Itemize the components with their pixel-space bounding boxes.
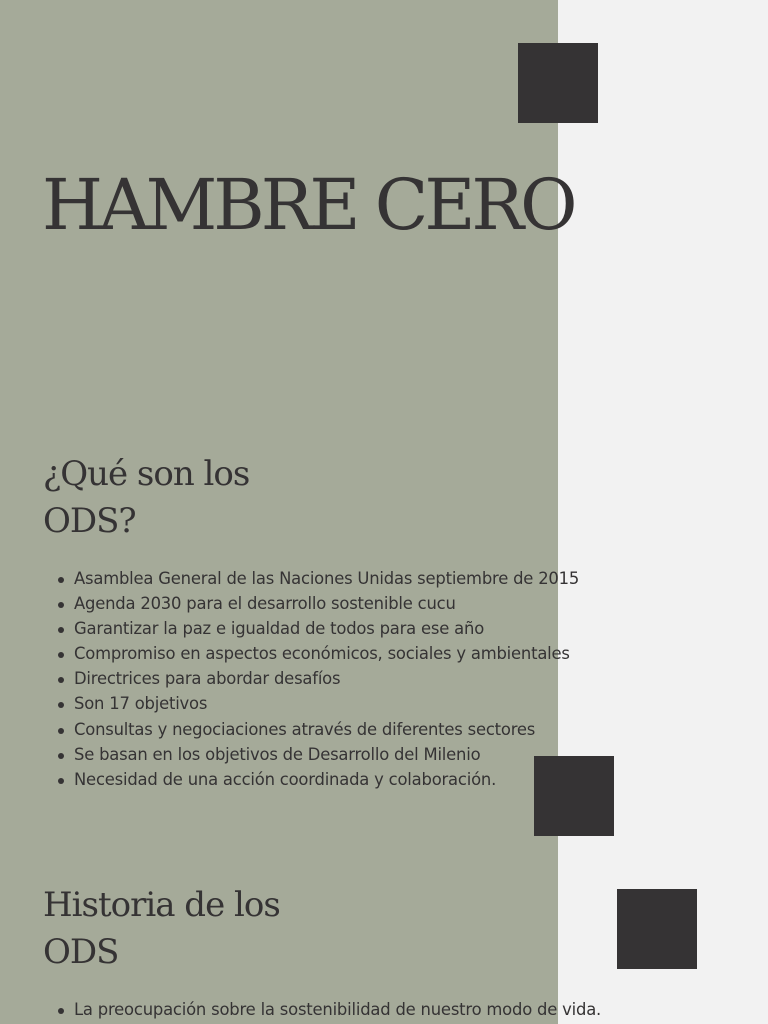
- decorative-square-top: [518, 43, 598, 123]
- history-bullet-list: [56, 997, 601, 1022]
- list-item: Necesidad de una acción coordinada y colaboración.: [56, 767, 579, 792]
- list-item: La preocupación sobre la sostenibilidad de nuestro modo de vida.: [56, 997, 601, 1022]
- list-item: Se basan en los objetivos de Desarrollo del Milenio: [56, 742, 579, 767]
- page-title: HAMBRE CERO: [42, 164, 574, 246]
- heading-line: ¿Qué son los: [43, 454, 250, 494]
- heading-line: ODS?: [43, 501, 136, 541]
- section-heading-que-son-ods: [43, 451, 249, 545]
- heading-line: ODS: [43, 932, 119, 972]
- list-item: Son 17 objetivos: [56, 691, 579, 716]
- list-item: Asamblea General de las Naciones Unidas septiembre de 2015: [56, 566, 579, 591]
- decorative-square-bottom: [617, 889, 697, 969]
- list-item: Directrices para abordar desafíos: [56, 666, 579, 691]
- list-item: Compromiso en aspectos económicos, sociales y ambientales: [56, 641, 579, 666]
- list-item: Consultas y negociaciones através de diferentes sectores: [56, 717, 579, 742]
- list-item: Agenda 2030 para el desarrollo sostenible cucu: [56, 591, 579, 616]
- ods-bullet-list: [56, 566, 579, 792]
- list-item: Garantizar la paz e igualdad de todos para ese año: [56, 616, 579, 641]
- heading-line: Historia de los: [43, 885, 280, 925]
- section-heading-historia-ods: [43, 882, 280, 976]
